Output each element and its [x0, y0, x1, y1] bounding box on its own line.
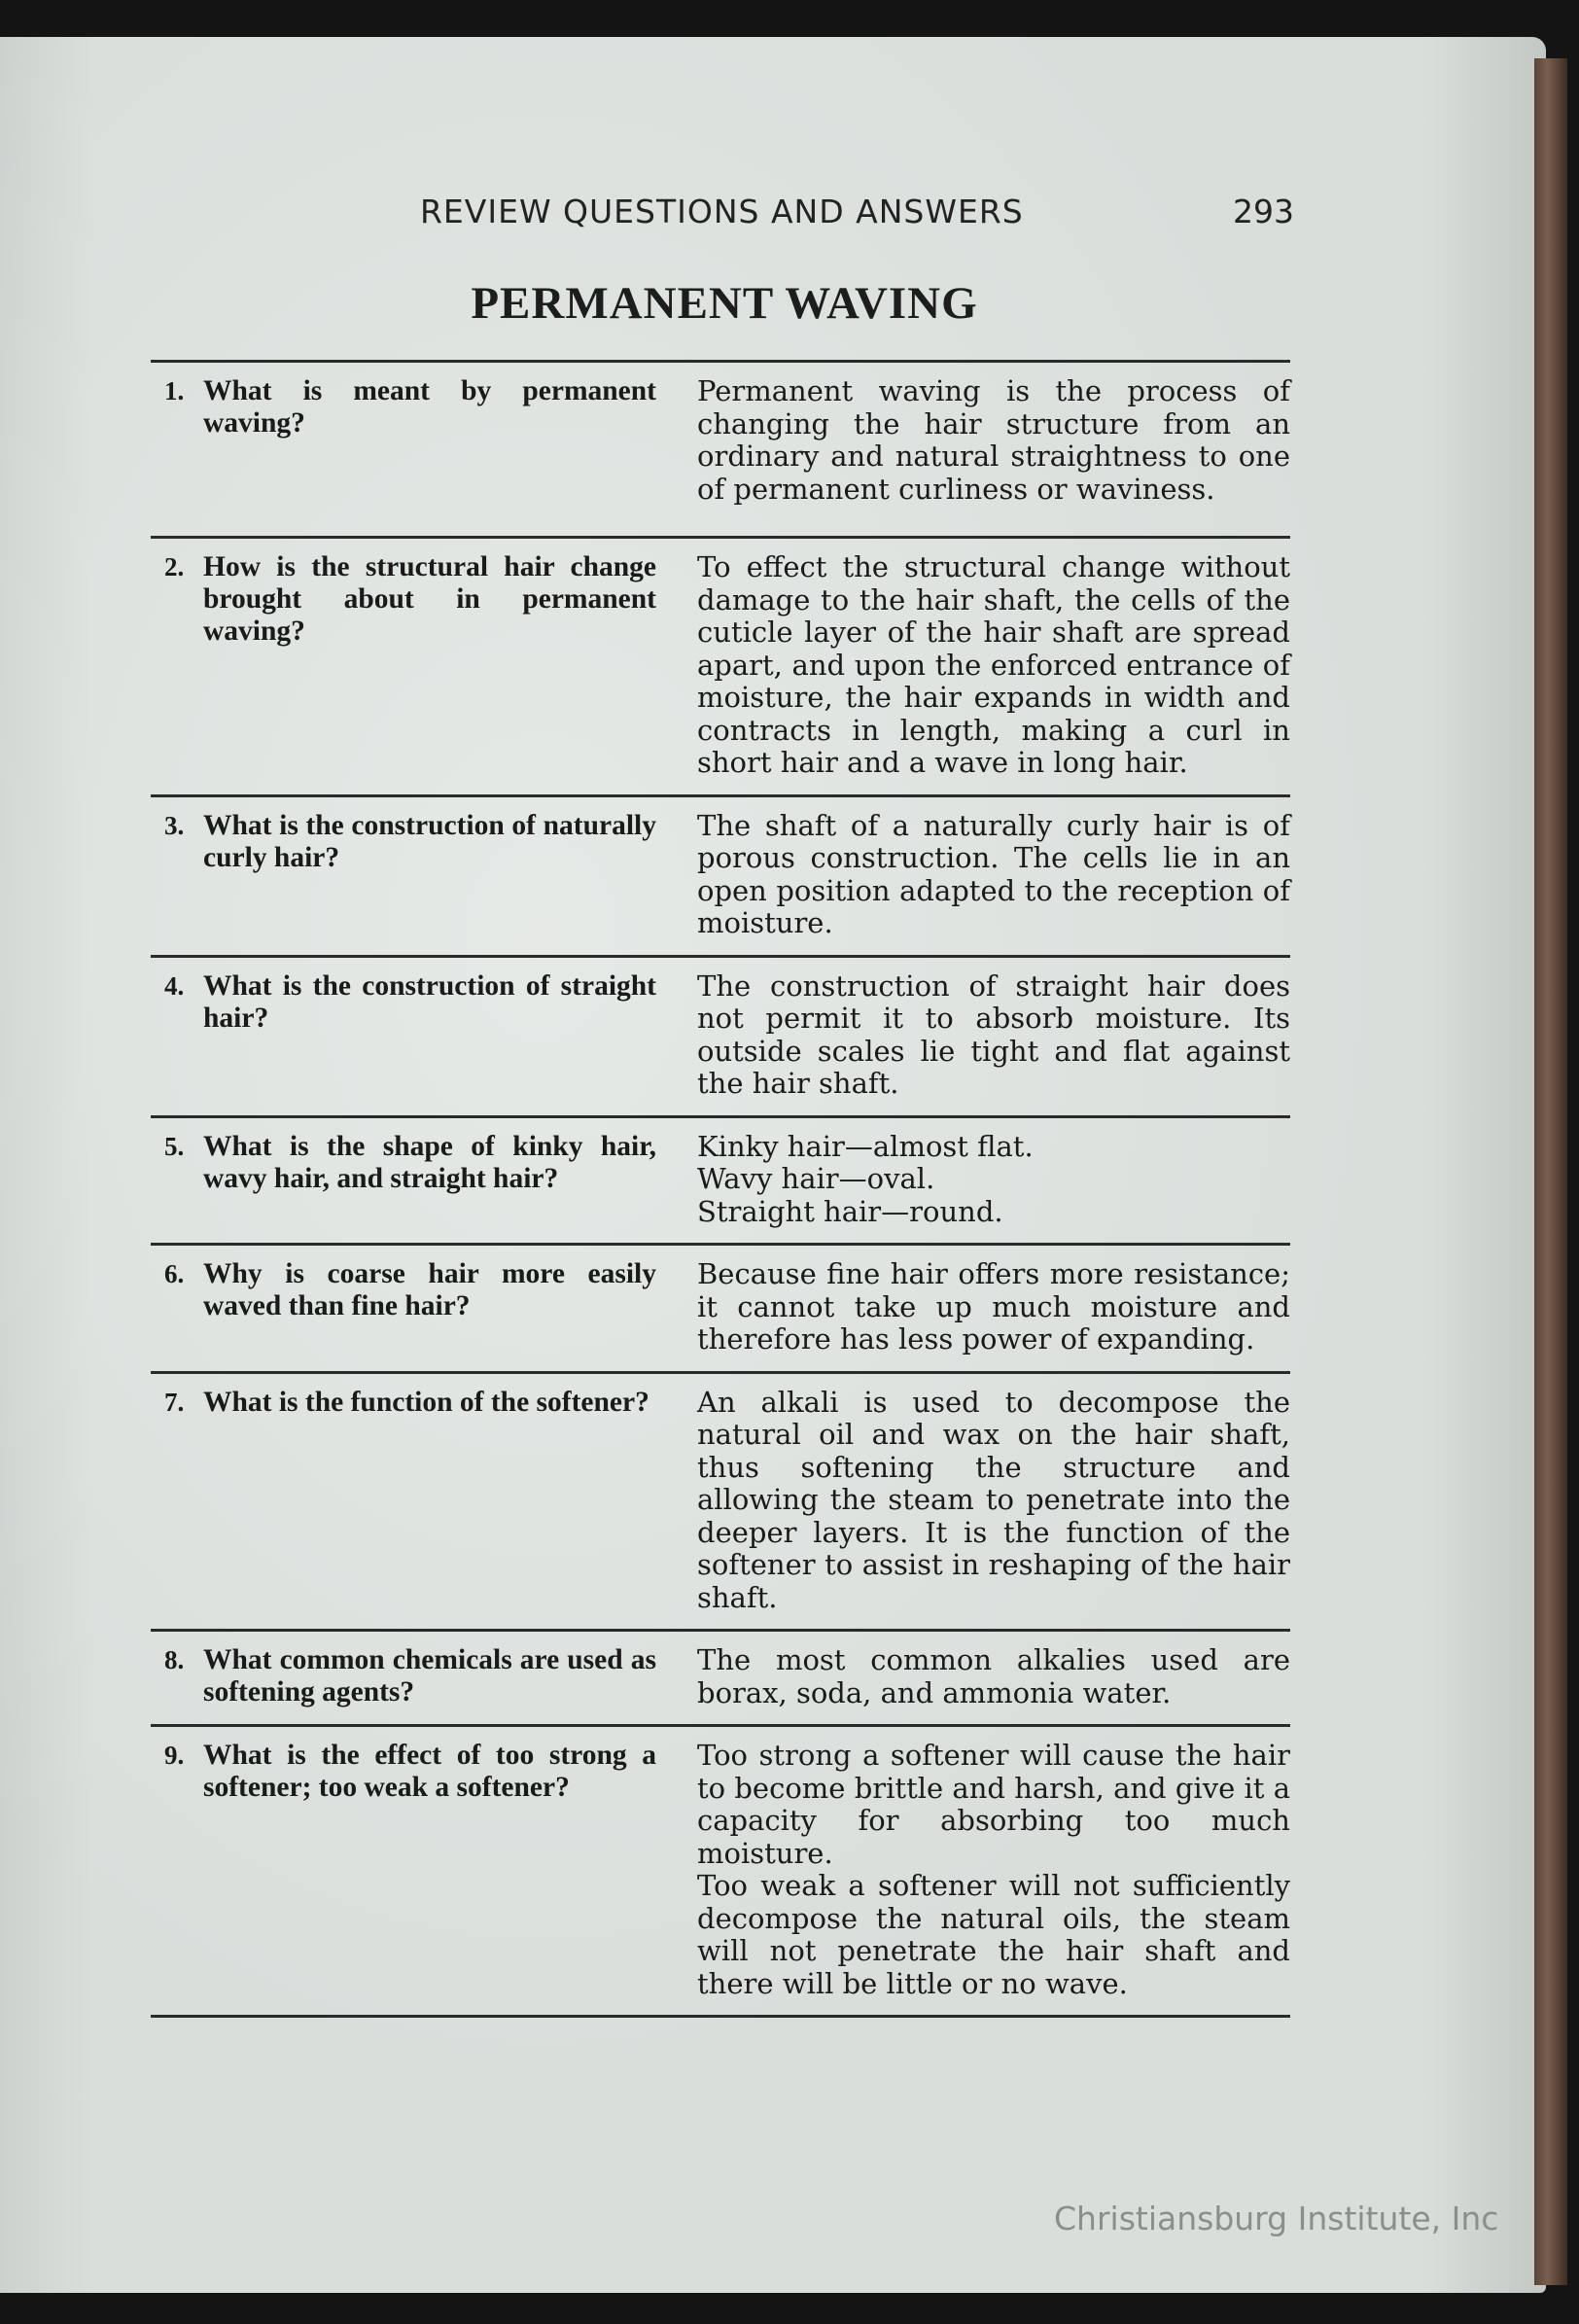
answer-cell: [697, 1740, 1290, 2000]
qa-row-7: [151, 1374, 1290, 1633]
section-title: PERMANENT WAVING: [471, 278, 978, 329]
question-text: What is the function of the softener?: [203, 1386, 649, 1418]
answer-line: Too weak a softener will not sufficiently decompose the natural oils, the steam will not penetrate the hair shaft and there will be little or no wave.: [697, 1869, 1290, 2000]
question-number: 5.: [164, 1131, 185, 1161]
question-number: 2.: [164, 552, 185, 581]
question-cell: [151, 1740, 656, 2000]
question-cell: [151, 551, 656, 780]
qa-row-2: [151, 539, 1290, 797]
answer-cell: [697, 551, 1290, 780]
qa-row-8: [151, 1632, 1290, 1727]
question-cell: [151, 1644, 656, 1709]
question-cell: [151, 1131, 656, 1229]
question-text: Why is coarse hair more easily waved than fine hair?: [203, 1258, 656, 1321]
watermark-text: Christiansburg Institute, Inc: [1054, 2200, 1499, 2237]
answer-line: Straight hair—round.: [697, 1194, 1003, 1228]
question-text: What is meant by permanent waving?: [203, 375, 656, 439]
question-text: What is the shape of kinky hair, wavy hair, and straight hair?: [203, 1130, 656, 1194]
answer-cell: [697, 1644, 1290, 1709]
answer-cell: [697, 1258, 1290, 1356]
question-number: 3.: [164, 810, 185, 840]
qa-table: [151, 360, 1290, 2018]
book-spine-edge: [1534, 58, 1567, 2285]
answer-text: The shaft of a naturally curly hair is of porous construction. The cells lie in an open position adapted to the reception of moisture.: [697, 808, 1290, 939]
page-number: 293: [1233, 193, 1294, 230]
answer-cell: [697, 1387, 1290, 1615]
answer-text: Because fine hair offers more resistance; it cannot take up much moisture and therefore has less power of expanding.: [697, 1257, 1290, 1356]
qa-row-3: [151, 797, 1290, 958]
answer-cell: [697, 810, 1290, 940]
qa-row-6: [151, 1246, 1290, 1374]
question-number: 9.: [164, 1741, 185, 1770]
answer-line: Wavy hair—oval.: [697, 1162, 935, 1195]
question-cell: [151, 970, 656, 1101]
answer-text: An alkali is used to decompose the natural oil and wax on the hair shaft, thus softening the structure and allowing the steam to penetrate into the deeper layers. It is the function of the softener to assist in reshaping of the hair shaft.: [697, 1385, 1290, 1614]
question-number: 1.: [164, 376, 185, 405]
answer-text: The construction of straight hair does not permit it to absorb moisture. Its outside scales lie tight and flat against the hair shaft.: [697, 968, 1290, 1100]
qa-row-9: [151, 1727, 1290, 2018]
running-head: REVIEW QUESTIONS AND ANSWERS: [420, 193, 1024, 230]
qa-row-1: [151, 363, 1290, 539]
answer-cell: [697, 970, 1290, 1101]
answer-cell: [697, 1131, 1290, 1229]
question-number: 4.: [164, 970, 185, 1001]
question-cell: [151, 375, 656, 521]
question-text: What is the construction of straight hair?: [203, 969, 656, 1034]
question-number: 7.: [164, 1387, 185, 1417]
qa-row-4: [151, 958, 1290, 1118]
answer-text: The most common alkalies used are borax, soda, and ammonia water.: [697, 1643, 1290, 1709]
question-text: What is the effect of too strong a softener; too weak a softener?: [203, 1740, 656, 1803]
question-number: 6.: [164, 1259, 185, 1288]
answer-text: Permanent waving is the process of changing the hair structure from an ordinary and natural straightness to one of permanent curliness or waviness.: [697, 374, 1290, 506]
question-cell: [151, 810, 656, 940]
qa-row-5: [151, 1118, 1290, 1247]
question-cell: [151, 1258, 656, 1356]
question-cell: [151, 1387, 656, 1615]
question-text: What is the construction of naturally curly hair?: [203, 809, 656, 873]
question-number: 8.: [164, 1645, 185, 1674]
question-text: How is the structural hair change brought about in permanent waving?: [203, 551, 656, 647]
answer-line: Kinky hair—almost flat.: [697, 1129, 1034, 1163]
question-text: What common chemicals are used as softening agents?: [203, 1644, 656, 1708]
answer-line: Too strong a softener will cause the hair to become brittle and harsh, and give it a capacity for absorbing too much moisture.: [697, 1739, 1290, 1870]
answer-text: To effect the structural change without damage to the hair shaft, the cells of the cuticle layer of the hair shaft are spread apart, and upon the enforced entrance of moisture, the hair expands in width and contracts in length, making a curl in short hair and a wave in long hair.: [697, 550, 1290, 779]
answer-cell: [697, 375, 1290, 521]
